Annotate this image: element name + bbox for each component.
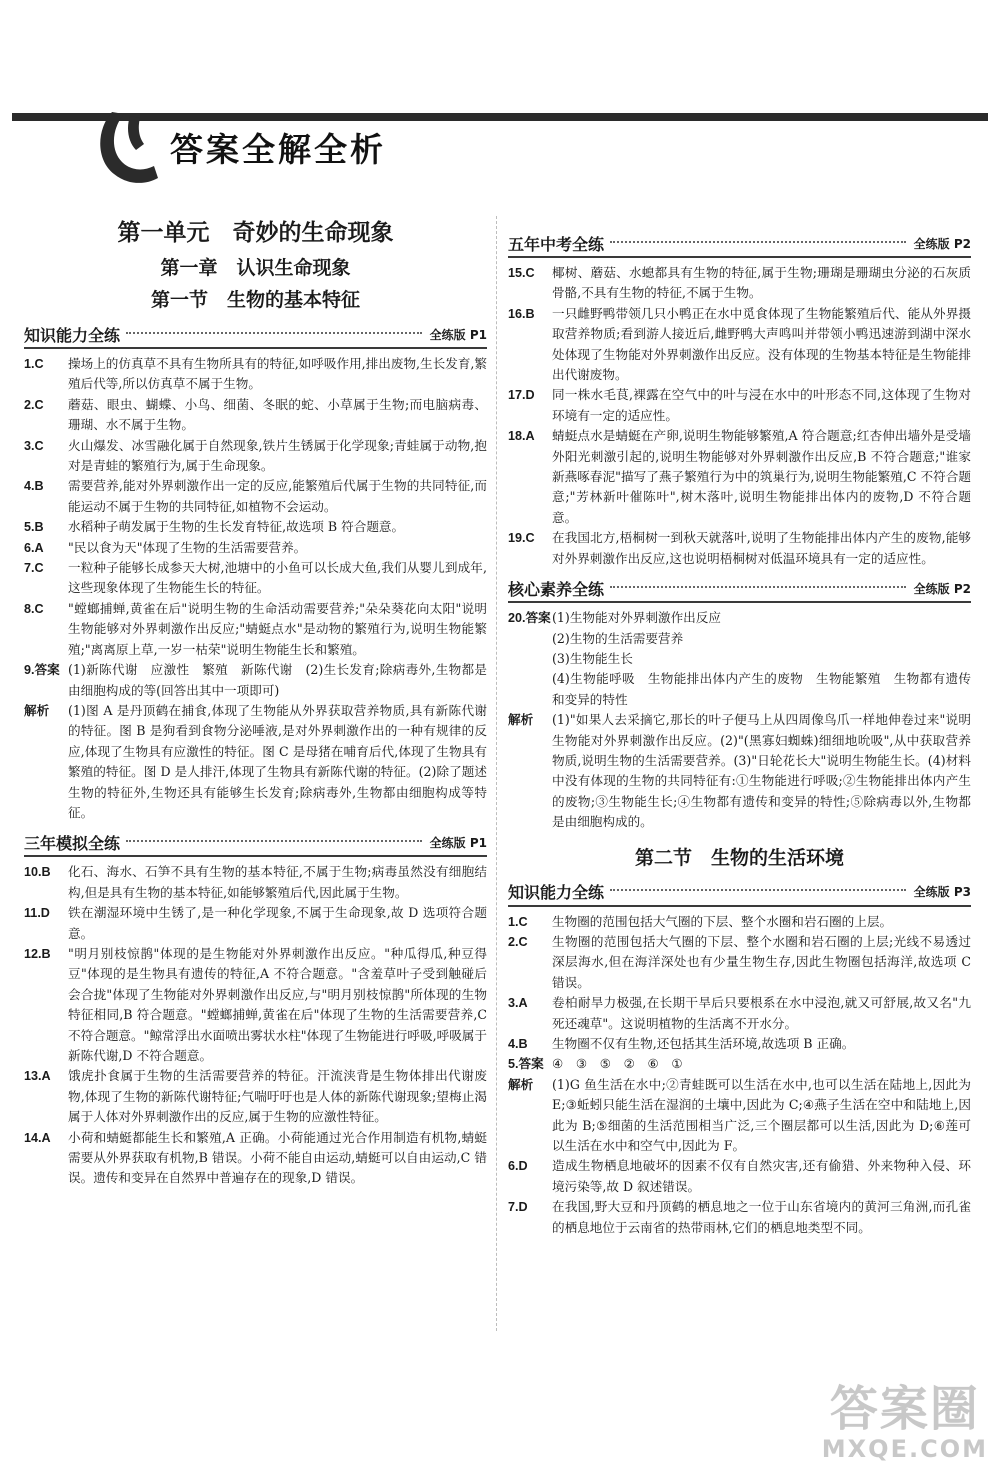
analysis-text: (1)G 鱼生活在水中;②青蛙既可以生活在水中,也可以生活在陆地上,因此为 E;③蚯蚓只能生活在湿润的土壤中,因此为 C;④燕子生活在空中和陆地上,因此为 B;⑤细菌的生活范围相当广泛,三个圈层都可以生活,因此为 D;⑥莲可以生活在水中和空气中,因此为 F。	[552, 1076, 971, 1154]
answer-number: 18.A	[508, 429, 535, 444]
chapter-title: 第一章 认识生命现象	[160, 257, 351, 279]
answer-text: 水稻种子萌发属于生物的生长发育特征,故选项 B 符合题意。	[68, 519, 405, 535]
dotted-leader	[610, 888, 906, 891]
answer-line: (2)生物的生活需要营养	[552, 630, 684, 646]
bar-label: 五年中考全练	[508, 234, 605, 254]
page-ref: 全练版 P1	[429, 835, 487, 850]
answer-text: 生物圈的范围包括大气圈的下层、整个水圈和岩石圈的上层;光线不易透过深层海水,但在海洋深处也有少量生物生存,因此生物圈包括海洋,故选项 C 错误。	[552, 933, 971, 990]
answer-text: 蜻蜓点水是蜻蜓在产卵,说明生物能够繁殖,A 符合题意;红杏伸出墙外是受墙外阳光刺激引起的,说明生物能够对外界刺激作出反应,B 不符合题意;"谁家新燕啄春泥"描写了燕子繁殖行为中的筑巢行为,说明生物能繁殖,C 不符合题意;"芳林新叶催陈叶",树木落叶,说明生物能排出体内的废物,D 不符合题意。	[552, 428, 971, 525]
answer-number: 19.C	[508, 531, 535, 546]
answer-item	[508, 263, 971, 304]
answer-item	[24, 599, 487, 660]
watermark-url: MXQE.COM	[821, 1435, 988, 1463]
answer-number: 6.A	[24, 540, 44, 555]
answer-number: 5.答案	[508, 1057, 544, 1072]
answer-number: 20.答案	[508, 611, 551, 626]
answer-text: 一粒种子能够长成参天大树,池塘中的小鱼可以长成大鱼,我们从婴儿到成年,这些现象体现了生物能生长的特征。	[68, 560, 487, 596]
dotted-leader	[610, 240, 906, 243]
answer-item	[24, 862, 487, 903]
answer-text: ④ ③ ⑤ ② ⑥ ①	[552, 1056, 683, 1072]
answer-item	[24, 1066, 487, 1127]
dotted-leader	[126, 331, 422, 334]
answer-text: 铁在潮湿环境中生锈了,是一种化学现象,不属于生命现象,故 D 选项符合题意。	[68, 905, 487, 941]
answer-number: 6.D	[508, 1159, 528, 1174]
answer-text: 在我国北方,梧桐树一到秋天就落叶,说明了生物能排出体内产生的废物,能够对外界刺激作出反应,这也说明梧桐树对低温环境具有一定的适应性。	[552, 530, 971, 566]
answer-block	[508, 1054, 971, 1074]
answer-block	[24, 660, 487, 701]
bar-label: 知识能力全练	[508, 883, 605, 903]
answer-text: 小荷和蜻蜓都能生长和繁殖,A 正确。小荷能通过光合作用制造有机物,蜻蜓需要从外界获取有机物,B 错误。小荷不能自由运动,蜻蜓可以自由运动,C 错误。遗传和变异在自然界中普遍存在的现象,D 错误。	[68, 1129, 487, 1186]
answer-number: 1.C	[508, 914, 528, 929]
answer-number: 17.D	[508, 388, 535, 403]
answer-text: "明月别枝惊鹊"体现的是生物能对外界刺激作出反应。"种瓜得瓜,种豆得豆"体现的是生物具有遗传的特征,A 不符合题意。"含羞草叶子受到触碰后会合拢"体现了生物能对外界刺激作出反应,与"明月别枝惊鹊"所体现的生物特征相同,B 符合题意。"螳螂捕蝉,黄雀在后"体现了生物的生活需要营养,C 不符合题意。"鲸常浮出水面喷出雾状水柱"体现了生物能进行呼吸,呼吸属于新陈代谢,D 不符合题意。	[68, 945, 487, 1063]
answer-item	[24, 436, 487, 477]
answer-item	[24, 538, 487, 558]
answer-number: 2.C	[24, 397, 44, 412]
answer-number: 9.答案	[24, 663, 60, 678]
dotted-leader	[126, 839, 422, 842]
answer-text: 化石、海水、石笋不具有生物的基本特征,不属于生物;病毒虽然没有细胞结构,但是具有生物的基本特征,如能够繁殖后代,因此属于生物。	[68, 864, 487, 900]
answer-item	[24, 1128, 487, 1189]
bar-label: 三年模拟全练	[24, 833, 121, 853]
answer-number: 16.B	[508, 306, 535, 321]
section-bar	[508, 879, 971, 907]
answer-number: 4.B	[24, 479, 44, 494]
answer-number: 5.B	[24, 520, 44, 535]
answer-text: (1)新陈代谢 应激性 繁殖 新陈代谢 (2)生长发育;除病毒外,生物都是由细胞构成的等(回答出其中一项即可)	[68, 662, 487, 698]
answer-item	[508, 1156, 971, 1197]
left-column	[24, 216, 487, 1189]
answer-text: "民以食为天"体现了生物的生活需要营养。	[68, 539, 307, 555]
page-ref: 全练版 P1	[429, 327, 487, 342]
answer-text: 同一株水毛茛,裸露在空气中的叶与浸在水中的叶形态不同,这体现了生物对环境有一定的适应性。	[552, 387, 971, 423]
answer-item	[508, 426, 971, 528]
bar-label: 核心素养全练	[508, 579, 605, 599]
unit-title: 第一单元 奇妙的生命现象	[117, 220, 394, 246]
section-title: 第一节 生物的基本特征	[150, 289, 360, 311]
answer-line: (3)生物能生长	[552, 650, 633, 666]
answer-item	[24, 395, 487, 436]
analysis-text: (1)"如果人去采摘它,那长的叶子便马上从四周像鸟爪一样地伸卷过来"说明生物能对外界刺激作出反应。(2)"(黑寡妇蜘蛛)细细地吮吸",从中获取营养物质,说明生物的生活需要营养。(3)"日轮花长大"说明生物能生长。(4)材料中没有体现的生物的共同特征有:①生物能进行呼吸;②生物能排出体内产生的废物;③生物能生长;④生物都有遗传和变异的特性;⑤除病毒以外,生物都是由细胞构成的。	[552, 712, 971, 830]
answer-item	[508, 1197, 971, 1238]
brand-swoosh-icon	[92, 108, 166, 190]
section-bar	[24, 829, 487, 857]
answer-number: 14.A	[24, 1130, 51, 1145]
answer-item	[24, 903, 487, 944]
answer-item	[508, 528, 971, 569]
answer-item	[508, 1034, 971, 1054]
bar-label: 知识能力全练	[24, 325, 121, 345]
answer-number: 8.C	[24, 601, 44, 616]
page-ref: 全练版 P3	[913, 885, 971, 900]
answer-text: 造成生物栖息地破坏的因素不仅有自然灾害,还有偷猎、外来物种入侵、环境污染等,故 D 叙述错误。	[552, 1158, 971, 1194]
answer-item	[24, 944, 487, 1066]
watermark	[822, 1383, 988, 1463]
answer-text: "螳螂捕蝉,黄雀在后"说明生物的生命活动需要营养;"朵朵葵花向太阳"说明生物能够对外界刺激作出反应;"蜻蜓点水"是动物的繁殖行为,说明生物能繁殖;"离离原上草,一岁一枯荣"说明生物能生长和繁殖。	[68, 600, 487, 657]
analysis-label: 解析	[508, 713, 534, 728]
answer-text: 生物圈的范围包括大气圈的下层、整个水圈和岩石圈的上层。	[552, 913, 893, 929]
answer-number: 13.A	[24, 1069, 51, 1084]
analysis-block	[24, 701, 487, 823]
answer-number: 3.A	[508, 996, 528, 1011]
answer-lines	[552, 608, 971, 710]
analysis-label: 解析	[24, 703, 50, 718]
analysis-text: (1)图 A 是丹顶鹤在捕食,体现了生物能从外界获取营养物质,具有新陈代谢的特征。图 B 是狗看到食物分泌唾液,是对外界刺激作出的一种有规律的反应,体现了生物具有应激性的特征。图 C 是母猪在哺育后代,体现了生物具有繁殖的特征。图 D 是人排汗,体现了生物具有新陈代谢的特征。(2)除了题述生物的特征外,生物还具有能够生长发育;除病毒外,生物都由细胞构成等特征。	[68, 702, 487, 820]
answer-number: 12.B	[24, 946, 51, 961]
analysis-block	[508, 1075, 971, 1157]
answer-item	[24, 354, 487, 395]
answer-text: 蘑菇、眼虫、蝴蝶、小鸟、细菌、冬眠的蛇、小草属于生物;而电脑病毒、珊瑚、水不属于生物。	[68, 396, 487, 433]
answer-number: 11.D	[24, 906, 50, 921]
answer-number: 1.C	[24, 357, 44, 371]
answer-item	[508, 932, 971, 993]
analysis-block	[508, 710, 971, 832]
answer-text: 需要营养,能对外界刺激作出一定的反应,能繁殖后代属于生物的共同特征,而能运动不属于生物的共同特征,如植物不会运动。	[68, 478, 487, 514]
answer-item	[508, 993, 971, 1034]
answer-number: 7.C	[24, 561, 44, 576]
page-ref: 全练版 P2	[913, 581, 971, 596]
answer-number: 15.C	[508, 266, 535, 280]
watermark-title: 答案圈	[829, 1381, 980, 1437]
answer-text: 在我国,野大豆和丹顶鹤的栖息地之一位于山东省境内的黄河三角洲,而孔雀的栖息地位于云南省的热带雨林,它们的栖息地类型不同。	[552, 1199, 971, 1235]
answer-text: 椰树、蘑菇、水螅都具有生物的特征,属于生物;珊瑚是珊瑚虫分泌的石灰质骨骼,不具有生物的特征,不属于生物。	[552, 265, 971, 301]
answer-number: 2.C	[508, 934, 528, 949]
section-title: 第二节 生物的生活环境	[634, 846, 844, 869]
answer-item	[508, 912, 971, 932]
answer-text: 生物圈不仅有生物,还包括其生活环境,故选项 B 正确。	[552, 1036, 855, 1051]
dotted-leader	[610, 585, 906, 588]
answer-block	[508, 608, 971, 710]
answer-text: 火山爆发、冰雪融化属于自然现象,铁片生锈属于化学现象;青蛙属于动物,抱对是青蛙的繁殖行为,属于生命现象。	[68, 437, 487, 474]
answer-line: (4)生物能呼吸 生物能排出体内产生的废物 生物能繁殖 生物都有遗传和变异的特性	[552, 671, 971, 707]
answer-item	[508, 385, 971, 426]
right-column	[508, 216, 971, 1238]
answer-line: (1)生物能对外界刺激作出反应	[552, 610, 721, 626]
answer-number: 10.B	[24, 865, 51, 880]
answer-item	[24, 558, 487, 599]
answer-text: 一只雌野鸭带领几只小鸭正在水中觅食体现了生物能繁殖后代、能从外界摄取营养物质;看到游人接近后,雌野鸭大声鸣叫并带领小鸭迅速游到湖中深水处体现了生物能对外界刺激作出反应。没有体现的生物基本特征是生物能排出代谢废物。	[552, 305, 971, 383]
answer-number: 7.D	[508, 1200, 528, 1215]
analysis-label: 解析	[508, 1077, 534, 1092]
answer-item	[508, 304, 971, 386]
page-title: 答案全解全析	[170, 130, 386, 169]
answer-number: 3.C	[24, 438, 44, 453]
answer-item	[24, 476, 487, 517]
column-divider	[496, 216, 498, 1331]
answer-number: 4.B	[508, 1037, 528, 1051]
answer-text: 饿虎扑食属于生物的生活需要营养的特征。汗流浃背是生物体排出代谢废物,体现了生物的新陈代谢特征;气喘吁吁也是人体的新陈代谢现象;望梅止渴属于人体对外界刺激作出的反应,属于生物的应激性特征。	[68, 1068, 487, 1125]
page-ref: 全练版 P2	[913, 236, 971, 251]
section-bar	[508, 575, 971, 603]
section-bar	[508, 230, 971, 258]
answer-text: 卷柏耐旱力极强,在长期干旱后只要根系在水中浸泡,就又可舒展,故又名"九死还魂草"。这说明植物的生活离不开水分。	[552, 995, 971, 1031]
section-bar	[24, 321, 487, 349]
answer-text: 操场上的仿真草不具有生物所具有的特征,如呼吸作用,排出废物,生长发育,繁殖后代等,所以仿真草不属于生物。	[68, 356, 488, 392]
answer-item	[24, 517, 487, 537]
